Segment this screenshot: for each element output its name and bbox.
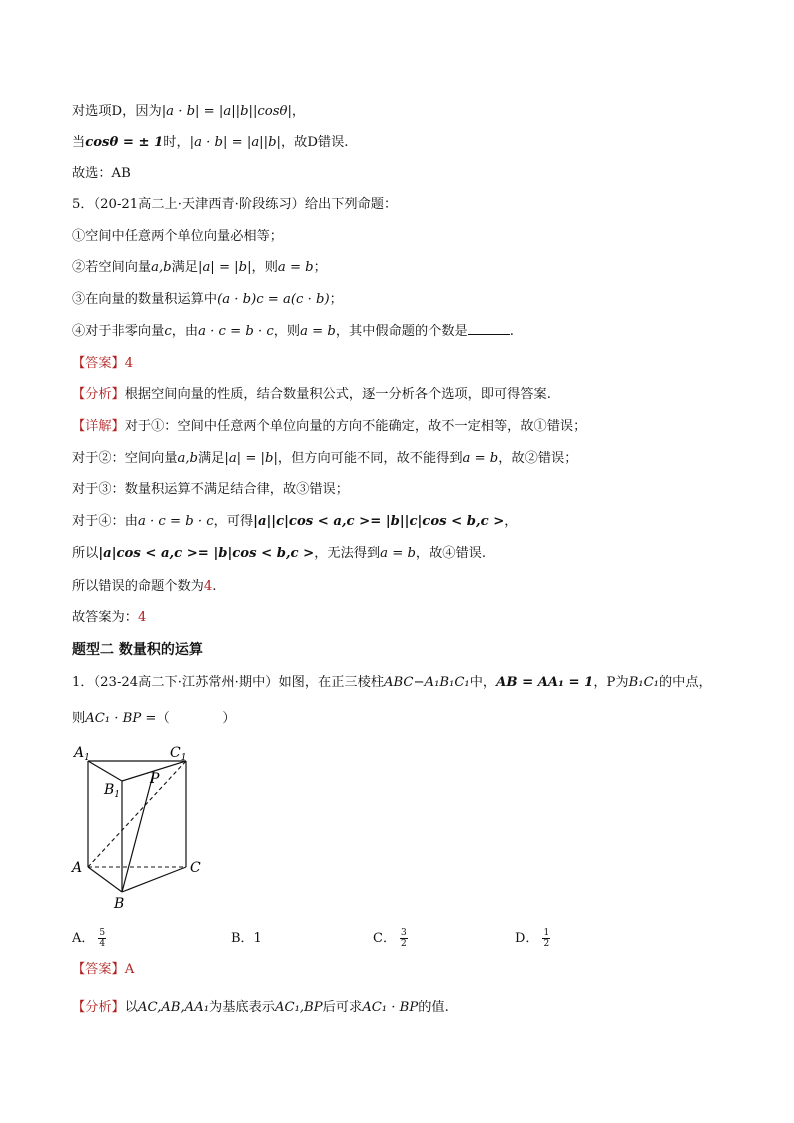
- text: ②若空间向量: [72, 260, 152, 275]
- label-b: B: [114, 896, 125, 912]
- question-1-line-2: [72, 710, 236, 728]
- answer-label: 【答案】: [72, 962, 125, 977]
- detail-line-4: [72, 513, 517, 531]
- math-expression: a = b: [462, 451, 499, 466]
- text: ，P为: [593, 675, 629, 690]
- math-expression: AC,AB,AA₁: [137, 1000, 210, 1015]
- choice-label: C．: [373, 931, 396, 946]
- analysis-line: [72, 386, 551, 404]
- text: 当: [72, 135, 86, 150]
- proposition-1: ①空间中任意两个单位向量必相等；: [72, 229, 283, 244]
- math-expression: AC₁ · BP: [362, 1000, 419, 1015]
- analysis-label: 【分析】: [72, 387, 125, 402]
- final-answer-value: 4: [137, 610, 147, 625]
- proposition-3: [72, 291, 343, 309]
- math-expression: |a| = |b|: [198, 260, 252, 275]
- text-line-option-d: [72, 103, 305, 121]
- math-expression: c: [164, 324, 172, 339]
- text-line-cos: [72, 134, 348, 152]
- math-expression: AC₁ · BP =: [85, 711, 157, 726]
- text: 所以: [72, 546, 99, 561]
- detail-line-6: [72, 578, 216, 596]
- math-expression: (a · b)c = a(c · b): [217, 292, 330, 307]
- math-expression: |a|cos < a,c >= |b|cos < b,c >: [98, 546, 315, 561]
- text-line-choice: 故选：AB: [72, 166, 131, 181]
- math-expression: a · c = b · c: [198, 324, 274, 339]
- numerator: 3: [400, 928, 407, 938]
- text: ，其中假命题的个数是: [335, 324, 468, 339]
- choice-b: B．1: [231, 931, 262, 946]
- math-expression: a,b: [177, 451, 198, 466]
- detail-line-2: [72, 450, 577, 468]
- text: ，由: [171, 324, 199, 339]
- fraction: [542, 928, 550, 949]
- detail-line-7: [72, 609, 146, 627]
- detail-label: 【详解】: [72, 419, 125, 434]
- detail-line-1: [72, 418, 586, 436]
- text: ，故D错误.: [280, 135, 349, 150]
- math-expression: a = b: [300, 324, 336, 339]
- text: .: [509, 324, 514, 339]
- text: .: [212, 579, 217, 594]
- edge-bc: [122, 867, 186, 892]
- label-a1: $A_1$: [74, 745, 90, 763]
- math-expression: AC₁,BP: [274, 1000, 323, 1015]
- text: 1．（23-24高二下·江苏常州·期中）如图，在正三棱柱: [72, 675, 384, 690]
- math-expression: B₁C₁: [628, 675, 659, 690]
- math-expression: AB = AA₁ = 1: [496, 675, 594, 690]
- answer-line-2: [72, 961, 134, 979]
- math-expression: cosθ = ± 1: [85, 135, 164, 150]
- math-expression: ABC−A₁B₁C₁: [383, 675, 470, 690]
- numerator: 5: [99, 928, 106, 938]
- text: 对于④：由: [72, 514, 138, 529]
- denominator: 2: [400, 939, 407, 949]
- answer-value: 4: [124, 356, 134, 371]
- question-1-line-1: [72, 674, 712, 692]
- text: 对选项D，因为: [72, 104, 162, 119]
- fraction: [400, 928, 408, 949]
- text: ；: [313, 260, 327, 275]
- text: 以: [124, 1000, 138, 1015]
- answer-value: A: [124, 962, 135, 977]
- text: ，可得: [213, 514, 254, 529]
- math-expression: |a||c|cos < a,c >= |b||c|cos < b,c >: [253, 514, 505, 529]
- prism-figure: [70, 740, 210, 912]
- text: ，但方向可能不同，故不能得到: [277, 451, 463, 466]
- choice-d: [515, 927, 550, 949]
- denominator: 4: [99, 939, 106, 949]
- text: ，故②错误；: [498, 451, 578, 466]
- numerator: 1: [543, 928, 550, 938]
- edge-ab: [88, 867, 122, 892]
- answer-parentheses: （ ）: [156, 711, 236, 726]
- answer-blank: [468, 322, 510, 335]
- choice-c: [373, 927, 408, 949]
- text: ④对于非零向量: [72, 324, 165, 339]
- text: ，故④错误.: [415, 546, 487, 561]
- math-expression: |a · b| = |a||b|: [189, 135, 281, 150]
- section-heading: 题型二 数量积的运算: [72, 642, 203, 658]
- label-c: C: [190, 860, 201, 876]
- math-expression: a = b: [380, 546, 416, 561]
- text: 后可求: [322, 1000, 363, 1015]
- denominator: 2: [543, 939, 550, 949]
- text: ③在向量的数量积运算中: [72, 292, 218, 307]
- question-5-header: 5．（20-21高二上·天津西青·阶段练习）给出下列命题：: [72, 197, 398, 212]
- count-value: 4: [203, 579, 213, 594]
- text: ，无法得到: [314, 546, 381, 561]
- segment-bp: [122, 771, 154, 892]
- proposition-4: [72, 322, 514, 341]
- text: ，则: [273, 324, 301, 339]
- text: 的值.: [418, 1000, 449, 1015]
- choice-a: [72, 927, 106, 949]
- text: 对于②：空间向量: [72, 451, 178, 466]
- detail-text: 对于①：空间中任意两个单位向量的方向不能确定，故不一定相等，故①错误；: [124, 419, 587, 434]
- math-expression: a · c = b · c: [137, 514, 214, 529]
- text: 时，: [163, 135, 190, 150]
- math-expression: a,b: [151, 260, 172, 275]
- detail-line-5: [72, 545, 486, 563]
- edge-a1b1: [88, 761, 122, 781]
- text: 满足: [198, 451, 225, 466]
- label-c1: $C_1$: [170, 745, 187, 763]
- text: 的中点，: [658, 675, 712, 690]
- analysis-line-2: [72, 999, 449, 1017]
- math-expression: |a · b| = |a||b||cosθ|: [161, 104, 292, 119]
- answer-label: 【答案】: [72, 356, 125, 371]
- text: 故答案为：: [72, 610, 138, 625]
- text: ，则: [251, 260, 278, 275]
- text: 则: [72, 711, 86, 726]
- text: 中，: [469, 675, 497, 690]
- fraction: [98, 928, 106, 949]
- label-b1: $B_1$: [104, 782, 121, 800]
- proposition-2: [72, 259, 327, 277]
- label-a: A: [72, 860, 83, 876]
- label-p: P: [150, 771, 160, 787]
- text: ，: [291, 104, 306, 119]
- detail-line-3: 对于③：数量积运算不满足结合律，故③错误；: [72, 482, 349, 497]
- math-expression: |a| = |b|: [224, 451, 278, 466]
- choice-label: A．: [72, 931, 95, 946]
- choice-label: D．: [515, 931, 539, 946]
- text: 满足: [171, 260, 198, 275]
- analysis-label: 【分析】: [72, 1000, 125, 1015]
- text: ；: [329, 292, 343, 307]
- text: 为基底表示: [209, 1000, 275, 1015]
- answer-line: [72, 355, 133, 373]
- text: 所以错误的命题个数为: [72, 579, 204, 594]
- math-expression: a = b: [277, 260, 314, 275]
- text: ，: [504, 514, 518, 529]
- analysis-text: 根据空间向量的性质，结合数量积公式，逐一分析各个选项，即可得答案.: [124, 387, 551, 402]
